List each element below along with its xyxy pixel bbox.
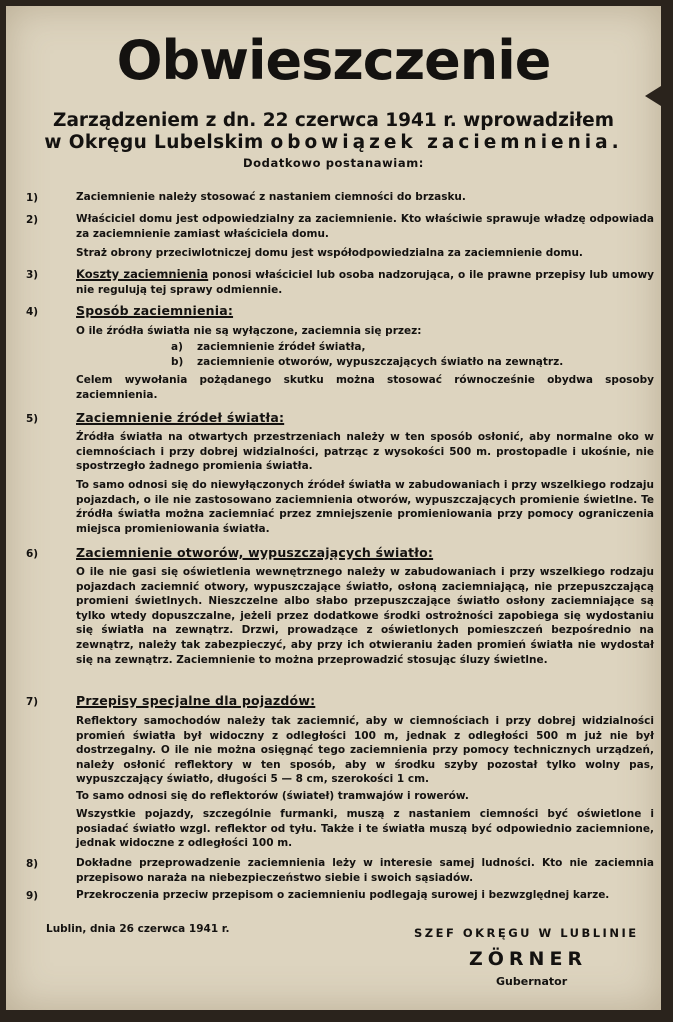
signatory-office: SZEF OKRĘGU W LUBLINIE [414,926,639,940]
item-1-number: 1) [26,192,39,204]
item-3-body: ponosi właściciel lub osoba nadzorująca, o ile prawne przepisy lub umowy nie regulują tej sprawy odmiennie. [76,269,654,296]
item-4-sub-b [171,355,563,370]
subtitle-line-2 [6,132,661,154]
item-8-number: 8) [26,858,39,870]
item-4-number: 4) [26,306,39,318]
item-9-text: Przekroczenia przeciw przepisom o zaciemnieniu podlegają surowej i bezwzględnej karze. [76,889,610,901]
item-4-sub-a-letter: a) [171,341,183,353]
item-8-text: Dokładne przeprowadzenie zaciemnienia leży w interesie samej ludności. Kto nie zaciemnia przepisowo naraża na niebezpieczeństwo siebie i swoich sąsiadów. [76,857,654,884]
item-7-heading: Przepisy specjalne dla pojazdów: [76,693,316,708]
item-3-number: 3) [26,269,39,281]
item-5-number: 5) [26,413,39,425]
item-5-text: Źródła światła na otwartych przestrzeniach należy w ten sposób osłonić, aby normalne oko w ciemnościach i przy dobrej widzialności, patrząc z wysokości 500 m. prostopadle i ukośnie, nie spostrzegło żadnego promienia światła. [76,431,654,473]
item-4-sub-b-letter: b) [171,356,184,368]
item-4-text-2: Celem wywołania pożądanego skutku można stosować równocześnie obydwa sposoby zaciemnienia. [76,374,654,401]
item-6-heading: Zaciemnienie otworów, wypuszczających światło: [76,545,434,560]
subtitle-line-2-obligation: obowiązek zaciemnienia. [270,132,623,153]
item-7-number: 7) [26,696,39,708]
item-9-number: 9) [26,890,39,902]
issue-date: Lublin, dnia 26 czerwca 1941 r. [46,923,230,935]
subtitle-line-1: Zarządzeniem z dn. 22 czerwca 1941 r. wprowadziłem [53,110,614,131]
item-5-heading: Zaciemnienie źródeł światła: [76,410,285,425]
subtitle-line-3: Dodatkowo postanawiam: [243,156,424,170]
subtitle-line-2-region: w Okręgu Lubelskim [44,132,264,153]
poster-title: Obwieszczenie [116,29,551,92]
signatory-name: ZÖRNER [469,948,588,970]
item-4-sub-b-text: zaciemnienie otworów, wypuszczających światło na zewnątrz. [197,356,564,368]
item-7-text-3: Wszystkie pojazdy, szczególnie furmanki, muszą z nastaniem ciemności być oświetlone i posiadać światło wzgl. reflektor od tyłu. Także i te światła muszą być odpowiednio zaciemnione, jednak widoczne z odległości 100 m. [76,808,654,850]
item-6-text: O ile nie gasi się oświetlenia wewnętrznego należy w zabudowaniach i przy wszelkiego rodzaju pojazdach zaciemnić otwory, wypuszczające światło, osłoną zaciemniającą, nie przepuszczającą promieni świetlnych. Nieszczelne albo słabo przepuszczające światło osłony zaciemniające są tylko wtedy dopuszczalne, jeżeli przez dodatkowe środki ostrożności zapobiega się wydostaniu się światła na zewnątrz. Drzwi, prowadzące z oświetlonych pomieszczeń bezpośrednio na zewnątrz, należy tak zabezpieczyć, aby przy ich otwieraniu żaden promień światła nie wydostał się na zewnątrz. Zaciemnienie to można przeprowadzić stosując śluzy świetlne. [76,566,654,666]
item-4-heading: Sposób zaciemnienia: [76,303,234,318]
item-5-text-2: To samo odnosi się do niewyłączonych źródeł światła w zabudowaniach i przy wszelkiego rodzaju pojazdach, o ile nie zastosowano zaciemnienia otworów, wypuszczających promienie świetlne. Te źródła światła można zaciemniać przez zmniejszenie promieniowania przy pomocy ograniczenia miejsca promieniowania światła. [76,479,654,535]
proclamation-poster [6,6,661,1010]
item-2-number: 2) [26,214,39,226]
item-4-sub-a [171,340,365,355]
item-4-text: O ile źródła światła nie są wyłączone, zaciemnia się przez: [76,325,422,337]
item-3-heading: Koszty zaciemnienia [76,267,209,281]
item-7-text: Reflektory samochodów należy tak zaciemnić, aby w ciemnościach i przy dobrej widzialności promień światła był widoczny z odległości 100 m, jednak z odległości 500 m już nie był dostrzegalny. O ile nie można osięgnąć tego zaciemnienia przy pomocy technicznych urządzeń, należy osłonić reflektory w ten sposób, aby w środku szyby pozostał tylko wolny pas, wypuszczający światło, długości 5 — 8 cm, szerokości 1 cm. [76,715,654,786]
item-7-text-2: To samo odnosi się do reflektorów (świateł) tramwajów i rowerów. [76,790,469,802]
item-2-text: Właściciel domu jest odpowiedzialny za zaciemnienie. Kto właściwie sprawuje władzę odpowiada za zaciemnienie zamiast właściciela domu. [76,213,654,240]
item-2-text-2: Straż obrony przeciwlotniczej domu jest współodpowiedzialna za zaciemnienie domu. [76,247,583,259]
signatory-role: Gubernator [496,975,568,988]
item-1-text: Zaciemnienie należy stosować z nastaniem ciemności do brzasku. [76,191,466,203]
item-4-sub-a-text: zaciemnienie źródeł światła, [197,341,366,353]
item-3-text [76,267,654,297]
item-6-number: 6) [26,548,39,560]
